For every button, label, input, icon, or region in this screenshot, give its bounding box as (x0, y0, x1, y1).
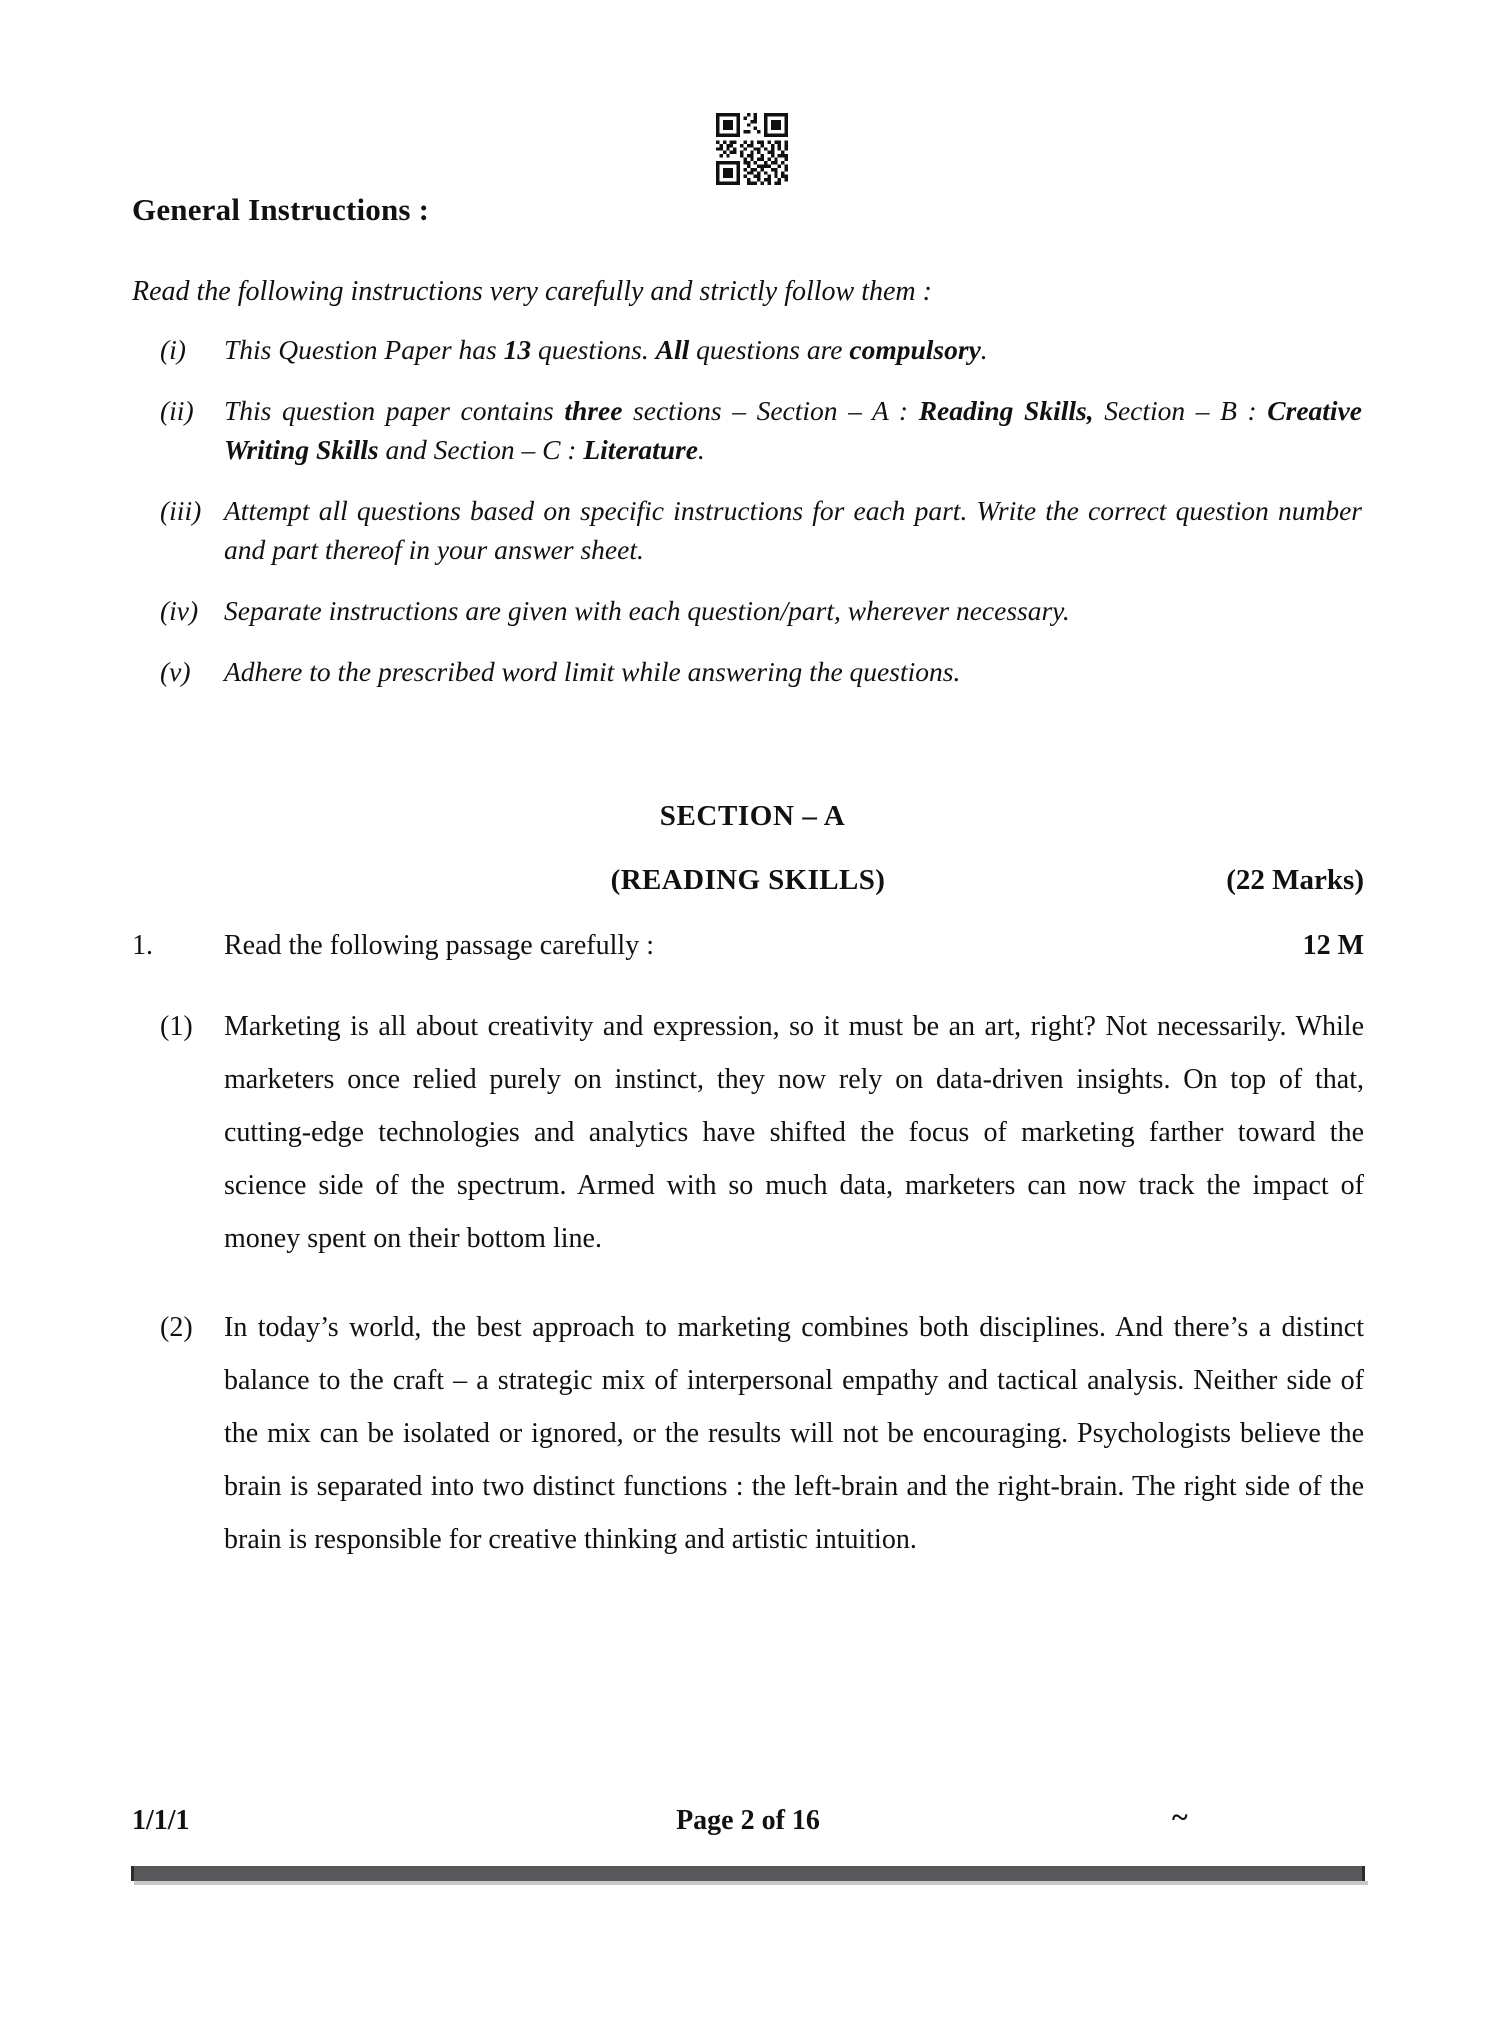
instruction-item (132, 652, 1362, 691)
passage-paragraph (132, 1000, 1364, 1265)
instructions-lead-text: Read the following instructions very carefully and strictly follow them : (132, 276, 932, 307)
instruction-text: Adhere to the prescribed word limit while answering the questions. (224, 656, 961, 688)
instruction-marker: (iv) (160, 595, 199, 627)
instruction-item (132, 330, 1362, 369)
paragraph-text: Marketing is all about creativity and expression, so it must be an art, right? Not necessarily. While marketers once relied purely on instinct, they now rely on data-driven insights. On top of that, cutting-edge technologies and analytics have shifted the focus of marketing farther toward the science side of the spectrum. Armed with so much data, marketers can now track the impact of money spent on their bottom line. (224, 1011, 1364, 1254)
instruction-text: This Question Paper has 13 questions. All questions are compulsory. (224, 334, 988, 365)
qr-code-icon (714, 113, 790, 185)
page-footer (132, 1801, 1364, 1849)
general-instructions-heading: General Instructions : (132, 192, 430, 227)
instruction-marker: (i) (160, 334, 186, 365)
general-instructions-list (132, 330, 1362, 713)
section-marks: (22 Marks) (1226, 864, 1364, 896)
question-marks: 12 M (1302, 930, 1364, 961)
instruction-marker: (v) (160, 656, 191, 688)
tilde-mark: ~ (1172, 1801, 1188, 1834)
question-1-header (132, 930, 1364, 972)
reading-passage (132, 1000, 1364, 1602)
paragraph-text: In today’s world, the best approach to marketing combines both disciplines. And there’s a distinct balance to the craft – a strategic mix of interpersonal empathy and tactical analysis. Neither side of the mix can be isolated or ignored, or the results will not be encouraging. Psychologists believe the brain is separated into two distinct functions : the left-brain and the right-brain. The right side of the brain is responsible for creative thinking and artistic intuition. (224, 1312, 1364, 1555)
instruction-text: Separate instructions are given with each question/part, wherever necessary. (224, 595, 1070, 627)
instruction-text: This question paper contains three sections – Section – A : Reading Skills, Section – B : Creative Writing Skills and Section – C : Literature. (224, 395, 1362, 466)
paragraph-marker: (2) (160, 1312, 193, 1343)
instruction-item (132, 391, 1362, 469)
paragraph-marker: (1) (160, 1011, 193, 1042)
footer-rule-shadow (134, 1881, 1368, 1885)
instruction-marker: (ii) (160, 395, 194, 427)
question-number: 1. (132, 930, 153, 961)
section-subtitle-row (132, 864, 1364, 904)
paper-code: 1/1/1 (132, 1805, 190, 1836)
instruction-marker: (iii) (160, 495, 202, 527)
section-subtitle: (READING SKILLS) (610, 864, 886, 896)
section-title: SECTION – A (659, 800, 846, 832)
footer-rule-bar (131, 1866, 1365, 1881)
page-number: Page 2 of 16 (676, 1805, 820, 1836)
passage-paragraph (132, 1301, 1364, 1566)
instruction-item (132, 591, 1362, 630)
question-prompt: Read the following passage carefully : (224, 930, 654, 961)
instruction-text: Attempt all questions based on specific instructions for each part. Write the correct question number and part thereof in your answer sheet. (224, 495, 1362, 566)
instruction-item (132, 491, 1362, 569)
